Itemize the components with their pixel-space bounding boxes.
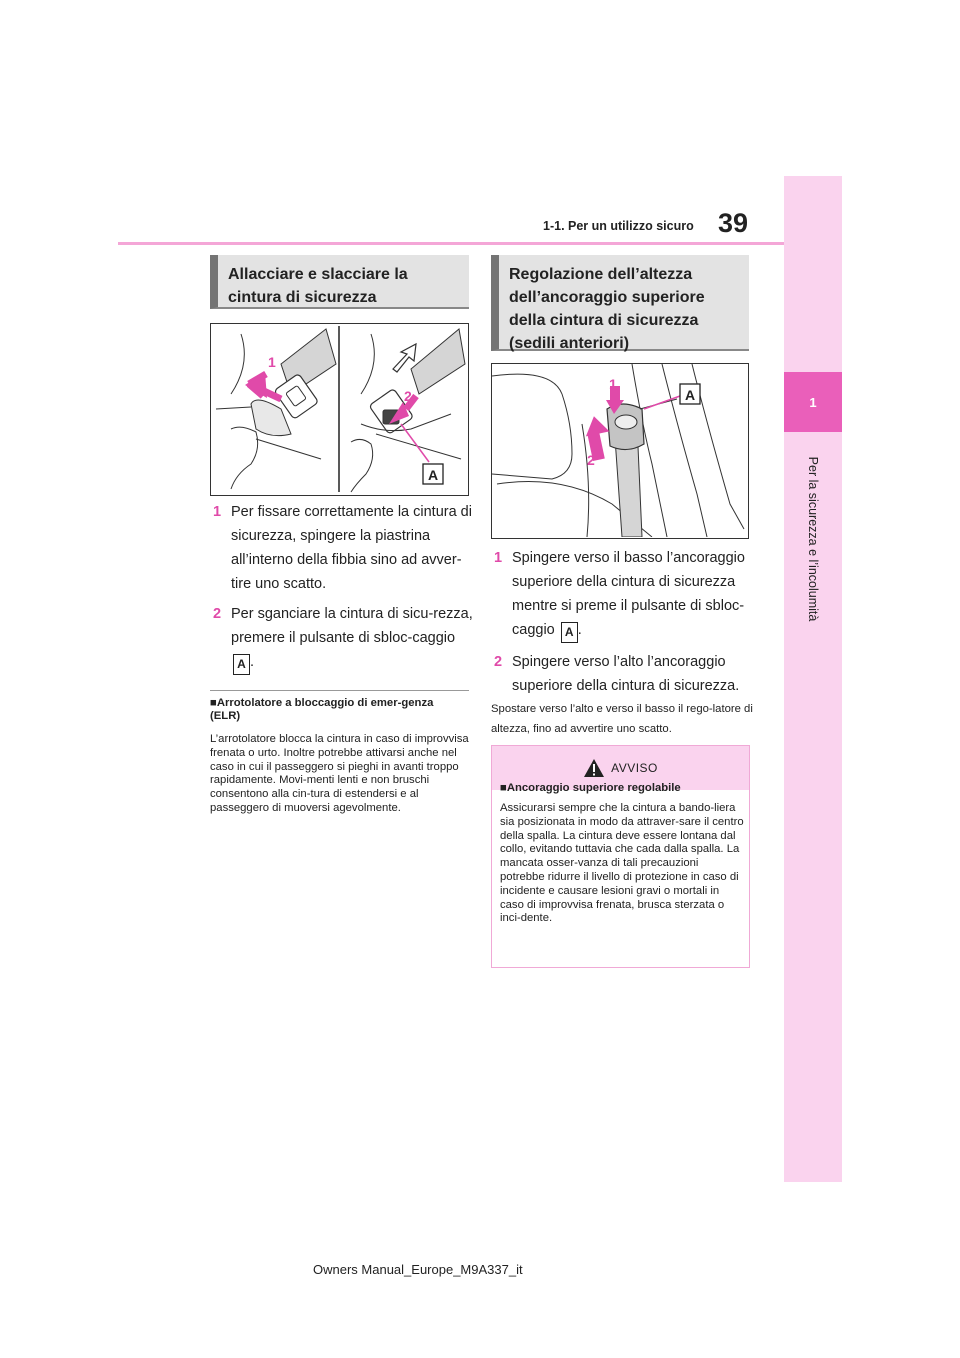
release-button-glyph: A	[561, 622, 578, 643]
chapter-number: 1	[809, 394, 817, 410]
warning-box	[491, 745, 750, 968]
callout-1: 1	[609, 376, 617, 392]
callout-2: 2	[587, 452, 595, 468]
header-rule	[118, 242, 784, 245]
callout-a: A	[427, 467, 439, 483]
left-section-title: Allacciare e slacciare la cintura di sicurezza	[210, 255, 469, 309]
left-step-1: 1 Per fissare correttamente la cintura di sicurezza, spingere la piastrina all’interno della fibbia sino ad avver-tire uno scatto.	[213, 504, 472, 592]
section-title: 1-1. Per un utilizzo sicuro	[543, 219, 694, 233]
note-divider	[210, 690, 469, 691]
buckle-figure	[210, 323, 469, 496]
buckle-illustration	[211, 324, 467, 494]
anchor-figure	[491, 363, 749, 539]
left-step-2: 2 Per sganciare la cintura di sicu-rezza, premere il pulsante di sbloc-caggio A .	[213, 602, 473, 675]
callout-2: 2	[404, 388, 412, 404]
footer-doc-id: Owners Manual_Europe_M9A337_it	[313, 1262, 523, 1277]
chapter-tab[interactable]	[784, 372, 842, 432]
elr-body: L’arrotolatore blocca la cintura in caso di improvvisa frenata o urto. Inoltre potrebbe attivarsi anche nel caso in cui il passeggero si pieghi in avanti troppo rapidamente. Movi-menti lenti e non bruschi consentono alla cin-tura di estendersi e al passeggero di muoversi agevolmente.	[210, 733, 469, 814]
callout-a: A	[684, 387, 696, 403]
anchor-illustration	[492, 364, 747, 537]
warning-label: AVVISO	[611, 761, 658, 775]
elr-heading: ■Arrotolatore a bloccaggio di emer-genza (ELR)	[210, 697, 434, 722]
warning-triangle-icon	[583, 758, 605, 778]
callout-1: 1	[268, 354, 276, 370]
height-adjuster-paragraph: Spostare verso l’alto e verso il basso il rego-latore di altezza, fino ad avvertire uno scatto.	[491, 703, 753, 735]
warning-heading: ■Ancoraggio superiore regolabile	[500, 782, 681, 794]
chapter-title: Per la sicurezza e l’incolumità	[806, 456, 820, 622]
release-button-glyph: A	[233, 654, 250, 675]
page-number: 39	[718, 208, 749, 238]
right-step-1: 1 Spingere verso il basso l’ancoraggio superiore della cintura di sicurezza mentre si preme il pulsante di sbloc-caggio A .	[494, 546, 756, 643]
warning-body: Assicurarsi sempre che la cintura a bando-liera sia posizionata in modo da attraver-sare il centro della spalla. La cintura deve essere lontana dal collo, evitando tuttavia che cada dalla spalla. La mancata osser-vanza di tali precauzioni potrebbe ridurre il livello di protezione in caso di incidente e causare lesioni gravi o mortali in caso di improvvisa frenata, brusca sterzata o inci-dente.	[500, 802, 744, 925]
side-tab-label	[784, 440, 842, 680]
right-step-2: 2 Spingere verso l’alto l’ancoraggio superiore della cintura di sicurezza.	[494, 654, 740, 694]
right-section-title: Regolazione dell’altezza dell’ancoraggio superiore della cintura di sicurezza (sedili anteriori)	[491, 255, 749, 351]
